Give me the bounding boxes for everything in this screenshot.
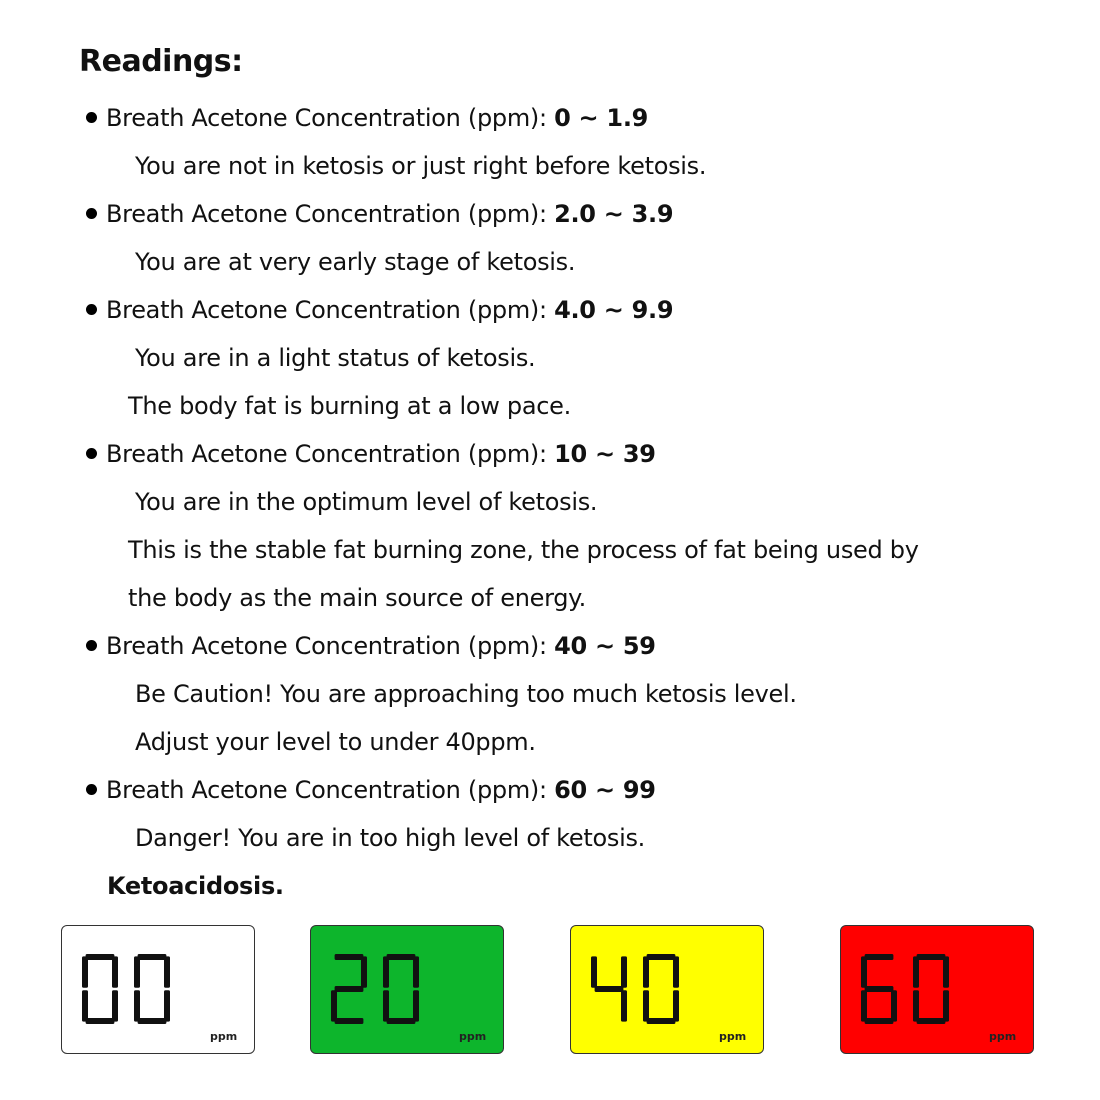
digit-segment bbox=[335, 1018, 364, 1024]
digit-segment bbox=[387, 1018, 416, 1024]
digit-segment bbox=[413, 956, 419, 987]
reading-description: Be Caution! You are approaching too much ketosis level. bbox=[135, 680, 797, 708]
meter-display-green bbox=[310, 925, 504, 1054]
reading-item bbox=[86, 631, 656, 661]
digit-segment bbox=[82, 956, 88, 987]
reading-range: 10 ~ 39 bbox=[554, 440, 656, 468]
digit-segment bbox=[591, 956, 597, 987]
digit-segment bbox=[891, 990, 897, 1021]
meter-display-yellow bbox=[570, 925, 764, 1054]
reading-description: You are in a light status of ketosis. bbox=[135, 344, 536, 372]
digit-segment bbox=[413, 990, 419, 1021]
reading-item bbox=[86, 439, 656, 469]
digit-segment bbox=[361, 956, 367, 987]
digit-segment bbox=[138, 1018, 167, 1024]
digit-segment bbox=[164, 990, 170, 1021]
unit-label: ppm bbox=[210, 1030, 238, 1043]
bullet-icon bbox=[86, 448, 97, 459]
digit-segment bbox=[112, 990, 118, 1021]
reading-label: Breath Acetone Concentration (ppm): bbox=[106, 776, 555, 804]
reading-description: Danger! You are in too high level of ketosis. bbox=[135, 824, 645, 852]
digit-segment bbox=[112, 956, 118, 987]
bullet-icon bbox=[86, 784, 97, 795]
digit-segment bbox=[643, 956, 649, 987]
digit-segment bbox=[383, 990, 389, 1021]
reading-label: Breath Acetone Concentration (ppm): bbox=[106, 296, 555, 324]
digit-segment bbox=[643, 990, 649, 1021]
digit-segment bbox=[861, 990, 867, 1021]
reading-range: 0 ~ 1.9 bbox=[554, 104, 649, 132]
reading-description: You are in the optimum level of ketosis. bbox=[135, 488, 598, 516]
reading-item bbox=[86, 295, 673, 325]
unit-label: ppm bbox=[719, 1030, 747, 1043]
meter-display-white bbox=[61, 925, 255, 1054]
digit-segment bbox=[913, 990, 919, 1021]
digit-segment bbox=[917, 954, 946, 960]
meter-display-red bbox=[840, 925, 1034, 1054]
reading-description: The body fat is burning at a low pace. bbox=[128, 392, 571, 420]
digit-segment bbox=[913, 956, 919, 987]
reading-label: Breath Acetone Concentration (ppm): bbox=[106, 440, 555, 468]
reading-item bbox=[86, 775, 656, 805]
digit-segment bbox=[335, 986, 364, 992]
unit-label: ppm bbox=[459, 1030, 487, 1043]
digit-segment bbox=[595, 986, 624, 992]
digit-segment bbox=[138, 954, 167, 960]
digit-segment bbox=[673, 990, 679, 1021]
digit-segment bbox=[86, 954, 115, 960]
digit-segment bbox=[331, 990, 337, 1021]
digit-segment bbox=[943, 956, 949, 987]
reading-range: 4.0 ~ 9.9 bbox=[554, 296, 674, 324]
bullet-icon bbox=[86, 112, 97, 123]
reading-range: 2.0 ~ 3.9 bbox=[554, 200, 674, 228]
digit-segment bbox=[621, 990, 627, 1021]
digit-segment bbox=[865, 954, 894, 960]
reading-range: 60 ~ 99 bbox=[554, 776, 656, 804]
digit-segment bbox=[164, 956, 170, 987]
digit-segment bbox=[383, 956, 389, 987]
digit-segment bbox=[647, 954, 676, 960]
reading-description: the body as the main source of energy. bbox=[128, 584, 586, 612]
reading-description: You are not in ketosis or just right before ketosis. bbox=[135, 152, 707, 180]
digit-segment bbox=[387, 954, 416, 960]
reading-item bbox=[86, 199, 673, 229]
unit-label: ppm bbox=[989, 1030, 1017, 1043]
digit-segment bbox=[865, 986, 894, 992]
bullet-icon bbox=[86, 304, 97, 315]
bullet-icon bbox=[86, 208, 97, 219]
digit-segment bbox=[865, 1018, 894, 1024]
reading-description: You are at very early stage of ketosis. bbox=[135, 248, 576, 276]
reading-label: Breath Acetone Concentration (ppm): bbox=[106, 632, 555, 660]
digit-segment bbox=[647, 1018, 676, 1024]
digit-segment bbox=[134, 956, 140, 987]
page-title: Readings: bbox=[79, 44, 243, 79]
digit-segment bbox=[86, 1018, 115, 1024]
digit-segment bbox=[335, 954, 364, 960]
digit-segment bbox=[917, 1018, 946, 1024]
reading-label: Breath Acetone Concentration (ppm): bbox=[106, 104, 555, 132]
digit-segment bbox=[621, 956, 627, 987]
bullet-icon bbox=[86, 640, 97, 651]
digit-segment bbox=[82, 990, 88, 1021]
reading-label: Breath Acetone Concentration (ppm): bbox=[106, 200, 555, 228]
digit-segment bbox=[134, 990, 140, 1021]
digit-segment bbox=[943, 990, 949, 1021]
digit-segment bbox=[861, 956, 867, 987]
reading-description: This is the stable fat burning zone, the process of fat being used by bbox=[128, 536, 919, 564]
reading-description: Adjust your level to under 40ppm. bbox=[135, 728, 536, 756]
digit-segment bbox=[673, 956, 679, 987]
reading-item bbox=[86, 103, 648, 133]
reading-range: 40 ~ 59 bbox=[554, 632, 656, 660]
ketoacidosis-warning: Ketoacidosis. bbox=[107, 872, 284, 900]
